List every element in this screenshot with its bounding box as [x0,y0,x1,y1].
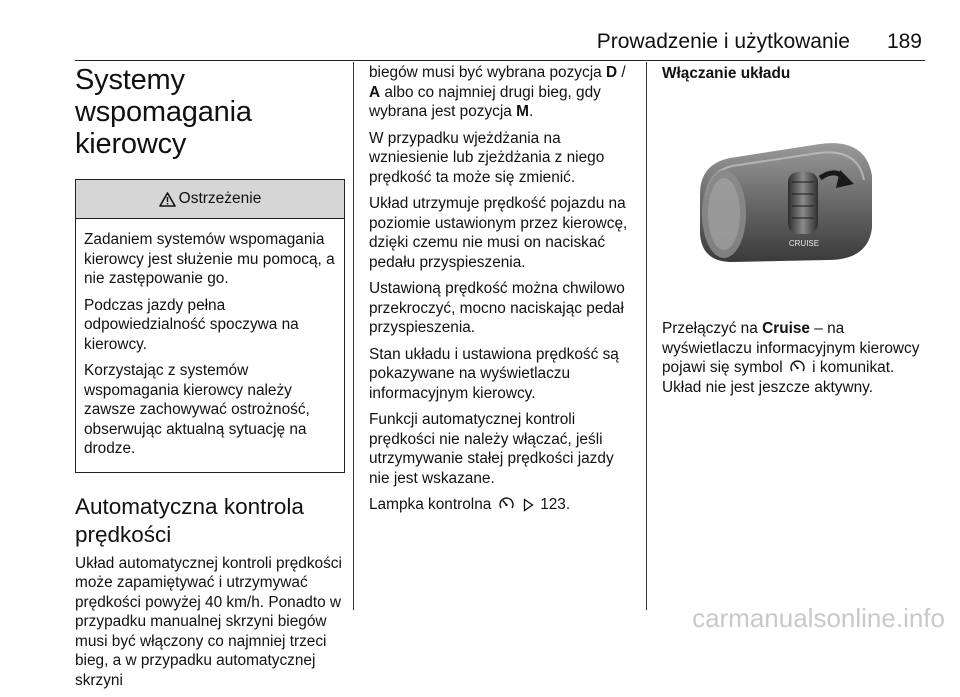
body-paragraph: Ustawioną prędkość można chwilowo przekroczyć, mocno naciskając pedał przyspieszenia. [369,280,625,336]
cruise-control-icon [789,359,806,375]
gear-paragraph [369,63,635,122]
intro-paragraph: Układ automatycznej kontroli prędkości może zapamiętywać i utrzymywać prędkości powyżej 40 km/h. Ponadto w przypadku manualnej skrzyni biegów musi być włączony co najmniej trzeci bieg, a w przypadku automatycznej skrzyni [75,554,342,689]
body-paragraph: Stan układu i ustawiona prędkość są pokazywane na wyświetlaczu informacyjnym kierowcy. [369,345,619,402]
page-number: 189 [886,30,922,53]
text-span: Przełączyć na [662,320,758,337]
cruise-control-icon [498,496,515,512]
subsection-title-line-2: prędkości [75,521,172,547]
subsection-title [75,493,345,549]
section-title [75,64,345,160]
column-3 [662,64,924,404]
body-paragraph: Układ utrzymuje prędkość pojazdu na poziomie ustawionym przez kierowcę, dzięki czemu nie musi on naciskać pedału przyspieszenia. [369,195,628,271]
body-paragraph: W przypadku wjeżdżania na wzniesienie lub zjeżdżania z niego prędkość ta może się zmienić. [369,129,605,186]
gear-d: D [605,64,618,81]
lamp-paragraph [369,495,635,515]
warning-body [76,219,344,472]
warning-paragraph: Korzystając z systemów wspomagania kierowcy należy zawsze zachowywać ostrożność, obserwując aktualną sytuację na drodze. [84,362,310,457]
gear-a: A [369,83,381,101]
text-span: albo co najmniej drugi bieg, gdy wybrana jest pozycja [369,83,601,120]
text-span: / [621,64,626,81]
warning-paragraph: Zadaniem systemów wspomagania kierowcy jest służenie mu pomocą, a nie zastępowanie go. [84,231,335,287]
text-span: – na wyświetlaczu informacyjnym kierowcy pojawi się symbol [662,320,920,376]
column-divider [353,62,354,610]
cruise-word: Cruise [762,320,810,337]
warning-triangle-icon [159,192,176,207]
body-paragraph: Funkcji automatycznej kontroli prędkości nie należy włączać, jeśli utrzymywanie stałej prędkości jazdy nie jest wskazane. [369,411,614,487]
warning-paragraph: Podczas jazdy pełna odpowiedzialność spoczywa na kierowcy. [84,296,299,353]
activation-paragraph [662,319,924,397]
gear-m: M [516,103,529,120]
cruise-switch-illustration [688,136,876,276]
warning-title: Ostrzeżenie [178,190,262,208]
header-title: Prowadzenie i użytkowanie [596,30,850,53]
column-divider [646,62,647,610]
header-rule [75,60,925,61]
activation-heading: Włączanie układu [662,65,791,82]
lamp-label: Lampka kontrolna [369,496,492,513]
column-1 [75,64,345,697]
text-span: . [528,103,534,120]
text-span: biegów musi być wybrana pozycja [369,64,602,81]
warning-box [75,179,345,473]
text-span: i komunikat. Układ nie jest jeszcze aktywny. [662,359,895,396]
section-title-line-1: Systemy wspomagania [75,64,252,128]
watermark: carmanualsonline.info [692,603,945,633]
page-reference-arrow-icon [523,498,534,512]
warning-header [76,180,344,219]
section-title-line-2: kierowcy [75,128,187,160]
subsection-title-line-1: Automatyczna kontrola [75,493,304,519]
page-reference: 123. [540,496,571,513]
column-2 [369,63,635,522]
cruise-switch-label: CRUISE [788,238,820,248]
